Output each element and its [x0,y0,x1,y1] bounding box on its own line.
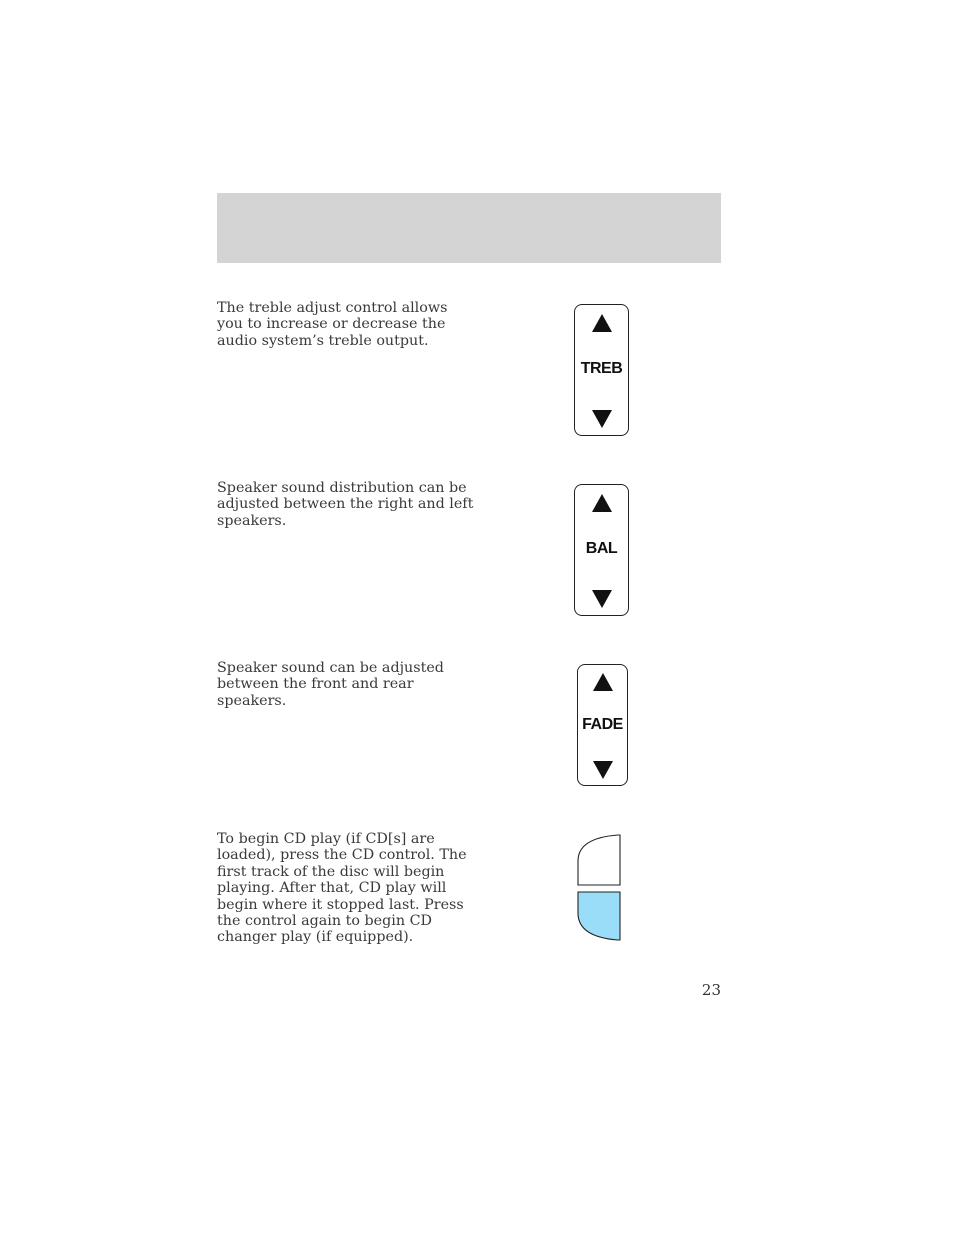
fade-label: FADE [582,716,623,733]
fade-up-arrow-icon[interactable] [593,673,613,691]
treble-control[interactable] [574,304,629,436]
treble-down-arrow-icon[interactable] [592,410,612,428]
fade-down-arrow-icon[interactable] [593,761,613,779]
page-number: 23 [701,981,721,999]
section-header-bar [217,193,721,263]
treble-up-arrow-icon[interactable] [592,314,612,332]
balance-control[interactable] [574,484,629,616]
treble-description: The treble adjust control allows you to increase or decrease the audio system’s treble output. [217,300,448,349]
treble-label: TREB [580,360,623,377]
cd-description: To begin CD play (if CD[s] are loaded), press the CD control. The first track of the disc will begin playing. After that, CD play will begin where it stopped last. Press the control again to begin CD changer play (if equipped). [217,831,467,946]
balance-down-arrow-icon[interactable] [592,590,612,608]
fade-control[interactable] [577,664,628,786]
balance-label: BAL [585,540,618,557]
cd-button[interactable] [578,892,620,940]
cd-control-upper-segment[interactable] [578,835,620,885]
fade-description: Speaker sound can be adjusted between the front and rear speakers. [217,660,444,709]
balance-description: Speaker sound distribution can be adjusted between the right and left speakers. [217,480,474,529]
balance-up-arrow-icon[interactable] [592,494,612,512]
cd-control[interactable] [576,833,624,945]
